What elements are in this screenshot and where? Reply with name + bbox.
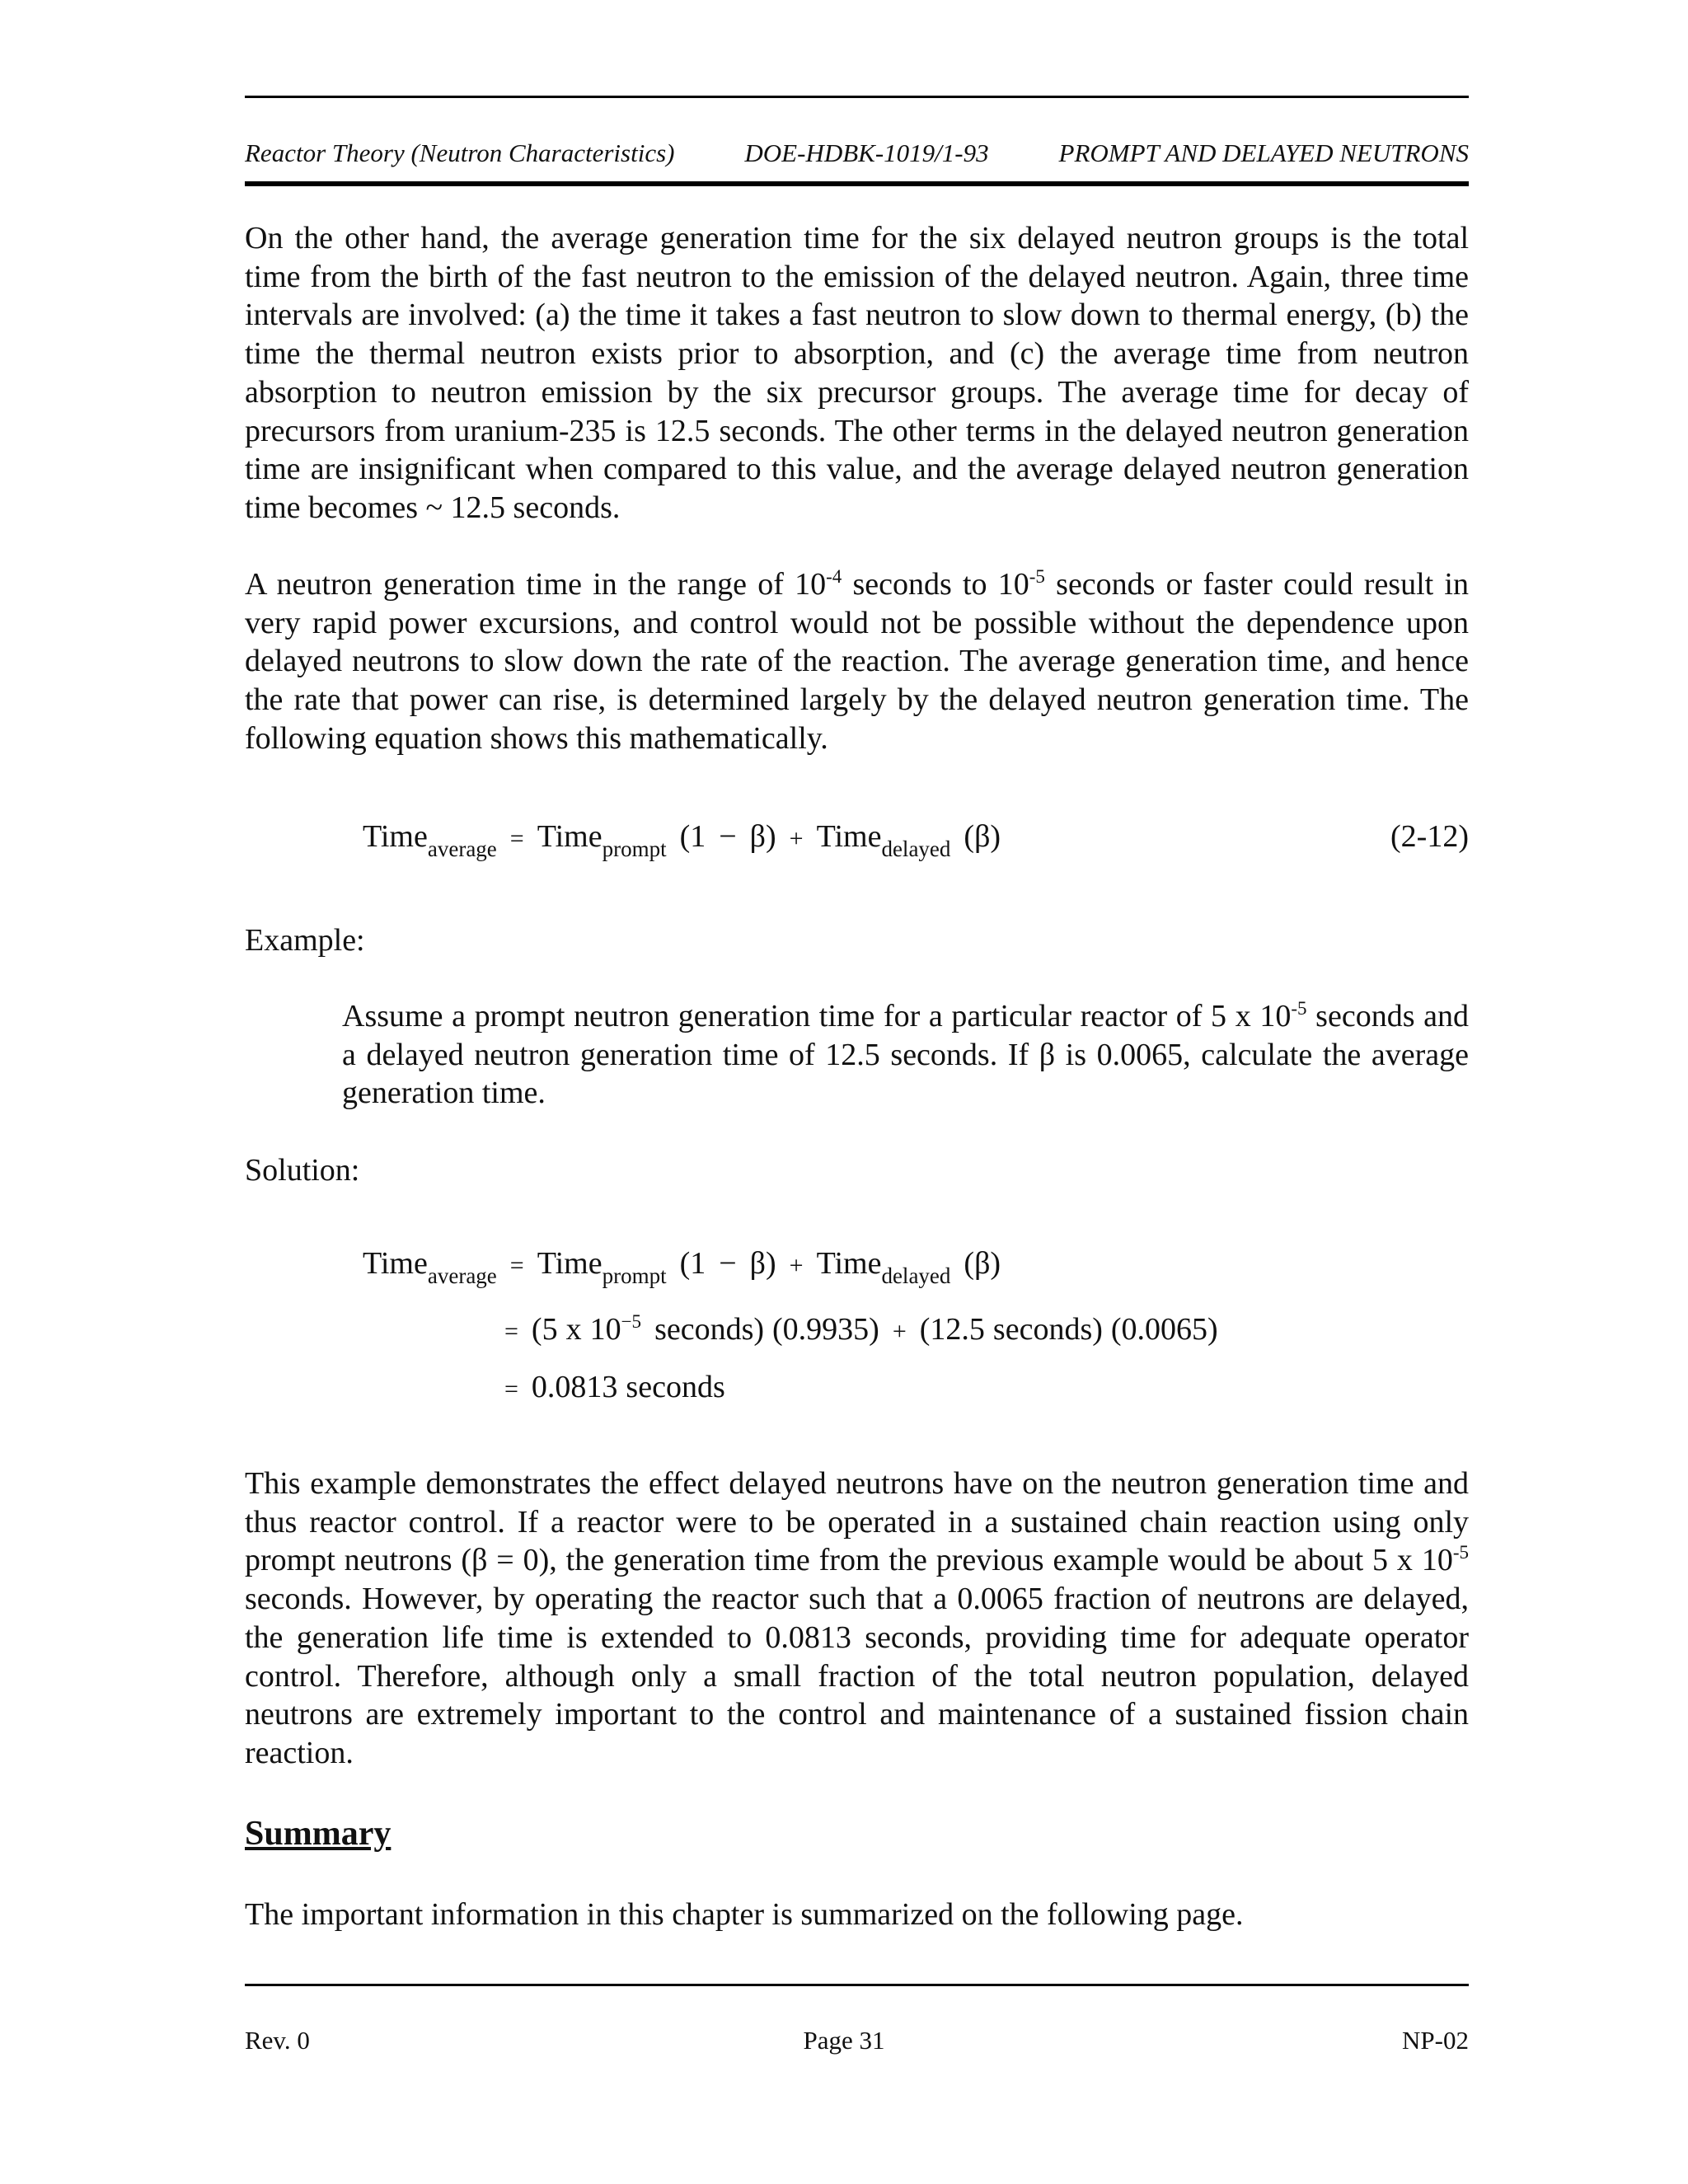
paragraph-delayed-generation-time: On the other hand, the average generation time for the six delayed neutron groups is the total time from the birth of the fast neutron to the emission of the delayed neutron. Again, three time intervals are involved: (a) the time it takes a fast neutron to slow down to thermal energy, (b) the time the thermal neutron exists prior to absorption, and (c) the average time from neutron absorption to neutron emission by the six precursor groups. The average time for decay of precursors from uranium-235 is 12.5 seconds. The other terms in the delayed neutron generation time are insignificant when compared to this value, and the average delayed neutron generation time becomes ~ 12.5 seconds. (245, 221, 1469, 525)
solution-line-1: Time$_{average}$ = Time$_{prompt}$ (1 − β) + Time$_{delayed}$ (β) (363, 1246, 1001, 1288)
solution-label: Solution: (245, 1153, 360, 1188)
header-right: PROMPT AND DELAYED NEUTRONS (1058, 138, 1469, 167)
equation-number: (2-12) (1390, 819, 1469, 854)
footer-page-number: Page 31 (803, 2026, 885, 2055)
running-header (245, 138, 1469, 168)
paragraph-summary-intro: The important information in this chapter is summarized on the following page. (245, 1897, 1244, 1932)
paragraph-power-excursions: A neutron generation time in the range of $10^{-4}$ seconds to $10^{-5}$ seconds or faster could result in very rapid power excursions, and control would not be possible without the dependence upon delayed neutrons to slow down the rate of the reaction. The average generation time, and hence the rate that power can rise, is determined largely by the delayed neutron generation time. The following equation shows this mathematically. (245, 566, 1469, 756)
header-center: DOE-HDBK-1019/1-93 (744, 138, 989, 167)
header-left: Reactor Theory (Neutron Characteristics) (245, 138, 675, 167)
paragraph-example-discussion: This example demonstrates the effect delayed neutrons have on the neutron generation time and thus reactor control. If a reactor were to be operated in a sustained chain reaction using only prompt neutrons (β = 0), the generation time from the previous example would be about 5 x $10^{-5}$ seconds. However, by operating the reactor such that a 0.0065 fraction of neutrons are delayed, the generation life time is extended to 0.0813 seconds, providing time for adequate operator control. Therefore, although only a small fraction of the total neutron population, delayed neutrons are extremely important to the control and maintenance of a sustained fission chain reaction. (245, 1466, 1469, 1770)
header-bottom-rule (245, 181, 1469, 186)
summary-heading: Summary (245, 1815, 392, 1853)
footer-rule (245, 1984, 1469, 1986)
footer-doc-code: NP-02 (1402, 2026, 1469, 2055)
solution-line-3: = 0.0813 seconds (504, 1370, 725, 1404)
equation-2-12: Time$_{average}$ = Time$_{prompt}$ (1 − β) + Time$_{delayed}$ (β) (363, 819, 1001, 861)
solution-line-2: = (5 x $10^{-5}$ seconds) (0.9935) + (12.5 seconds) (0.0065) (504, 1311, 1218, 1347)
header-top-rule (245, 96, 1469, 98)
example-label: Example: (245, 923, 365, 958)
example-problem: Assume a prompt neutron generation time for a particular reactor of 5 x $10^{-5}$ seconds and a delayed neutron generation time of 12.5 seconds. If β is 0.0065, calculate the average generation time. (342, 998, 1469, 1111)
footer-revision: Rev. 0 (245, 2026, 310, 2055)
